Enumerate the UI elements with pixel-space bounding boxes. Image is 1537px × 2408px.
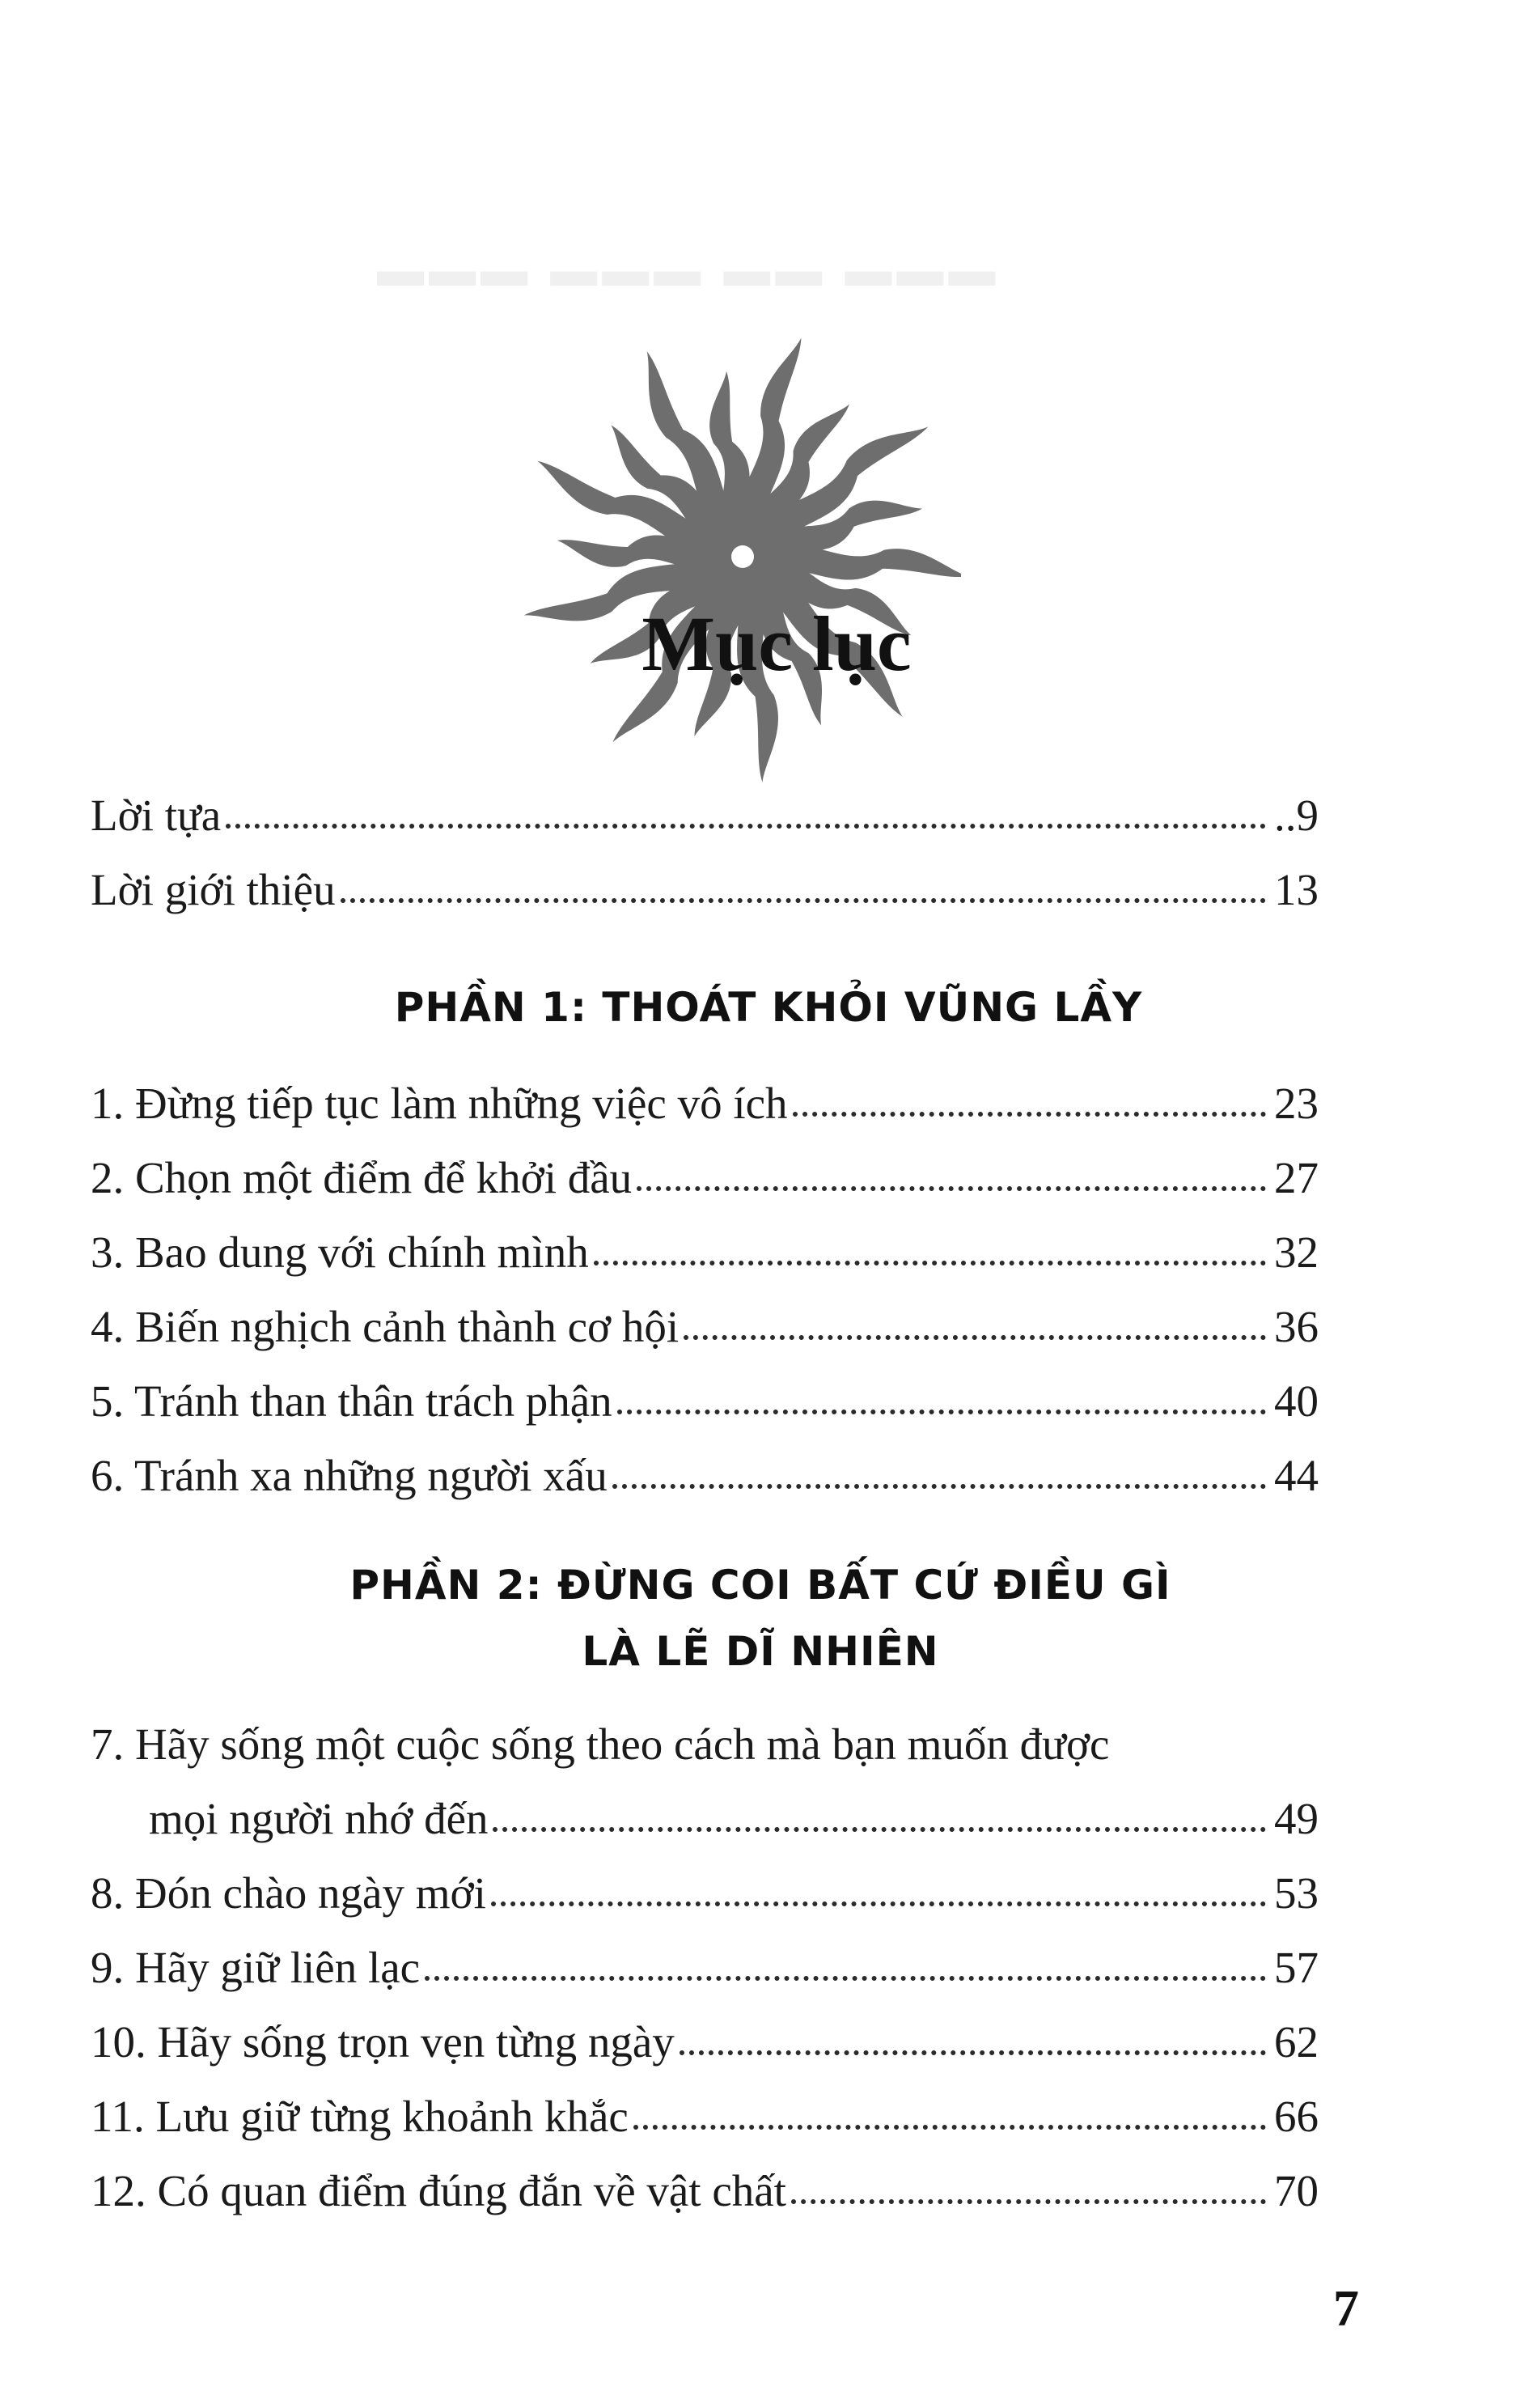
toc-entry-page: 49	[1274, 1794, 1319, 1843]
toc-entry-label: mọi người nhớ đến	[149, 1794, 489, 1843]
toc-entry-page: ..9	[1274, 791, 1319, 840]
toc-entry-label: 12. Có quan điểm đúng đắn về vật chất	[91, 2166, 786, 2215]
toc-entry-page: 36	[1274, 1302, 1319, 1351]
toc-entry-chapter-7	[91, 1796, 1319, 1841]
toc-entry-page: 13	[1274, 865, 1319, 914]
toc-entry-chapter-7-line-1: 7. Hãy sống một cuộc sống theo cách mà bạn muốn được	[91, 1719, 1110, 1769]
dot-leader	[680, 2050, 1266, 2055]
toc-entry-label: 6. Tránh xa những người xấu	[91, 1451, 608, 1500]
toc-entry-page: 66	[1274, 2092, 1319, 2141]
toc-entry-page: 70	[1274, 2166, 1319, 2215]
sun-ornament-icon	[524, 314, 961, 799]
toc-entry-chapter-12	[91, 2168, 1319, 2213]
toc-entry-chapter-10	[91, 2017, 1319, 2067]
toc-entry-page: 57	[1274, 1943, 1319, 1992]
toc-entry-page: 62	[1274, 2017, 1319, 2067]
toc-entry-page: 40	[1274, 1376, 1319, 1426]
toc-entry-chapter-11	[91, 2094, 1319, 2139]
toc-entry-label: 5. Tránh than thân trách phận	[91, 1376, 612, 1426]
dot-leader	[633, 2125, 1266, 2130]
page-number: 7	[1333, 2279, 1359, 2337]
toc-entry-label: 1. Đừng tiếp tục làm những việc vô ích	[91, 1079, 788, 1128]
part-2-heading-line-2: LÀ LẼ DĨ NHIÊN	[582, 1628, 939, 1675]
toc-entry-chapter-6	[91, 1453, 1319, 1498]
toc-entry-chapter-9	[91, 1945, 1319, 1990]
toc-entry-chapter-2	[91, 1155, 1319, 1200]
toc-entry-label: 2. Chọn một điểm để khởi đầu	[91, 1153, 633, 1202]
toc-entry-label: 3. Bao dung với chính mình	[91, 1227, 589, 1277]
dot-leader	[491, 1901, 1266, 1906]
toc-entry-chapter-8	[91, 1868, 1319, 1918]
toc-entry-chapter-4	[91, 1304, 1319, 1349]
toc-entry-label: 11. Lưu giữ từng khoảnh khắc	[91, 2092, 629, 2141]
dot-leader	[617, 1410, 1266, 1414]
page-title: Mục lục	[641, 600, 912, 687]
part-1-heading: PHẦN 1: THOÁT KHỎI VŨNG LẦY	[394, 984, 1143, 1031]
toc-entry-foreword	[91, 791, 1319, 840]
toc-entry-page: 53	[1274, 1868, 1319, 1918]
toc-entry-label: 4. Biến nghịch cảnh thành cơ hội	[91, 1302, 680, 1351]
toc-entry-chapter-1	[91, 1081, 1319, 1126]
toc-entry-label: 8. Đón chào ngày mới	[91, 1868, 486, 1918]
dot-leader	[791, 2199, 1266, 2204]
dot-leader	[226, 824, 1266, 829]
dot-leader	[425, 1976, 1266, 1981]
toc-entry-page: 44	[1274, 1451, 1319, 1500]
dot-leader	[341, 898, 1266, 903]
dot-leader	[612, 1484, 1266, 1489]
toc-entry-page: 23	[1274, 1079, 1319, 1128]
toc-entry-chapter-5	[91, 1376, 1319, 1426]
toc-entry-label: 10. Hãy sống trọn vẹn từng ngày	[91, 2017, 675, 2067]
part-2-heading-line-1: PHẦN 2: ĐỪNG COI BẤT CỨ ĐIỀU GÌ	[349, 1562, 1171, 1609]
toc-entry-label: Lời giới thiệu	[91, 865, 336, 914]
toc-entry-label: 9. Hãy giữ liên lạc	[91, 1943, 421, 1992]
toc-entry-label: Lời tựa	[91, 791, 222, 840]
toc-entry-page: 32	[1274, 1227, 1319, 1277]
dot-leader	[684, 1335, 1266, 1340]
show-through-text: ▬▬▬ ▬▬ ▬▬▬ ▬▬▬	[372, 244, 996, 296]
toc-entry-page: 27	[1274, 1153, 1319, 1202]
toc-entry-introduction	[91, 867, 1319, 912]
dot-leader	[637, 1186, 1266, 1191]
dot-leader	[594, 1261, 1266, 1265]
dot-leader	[793, 1112, 1266, 1117]
dot-leader	[493, 1827, 1266, 1832]
toc-entry-chapter-3	[91, 1227, 1319, 1277]
